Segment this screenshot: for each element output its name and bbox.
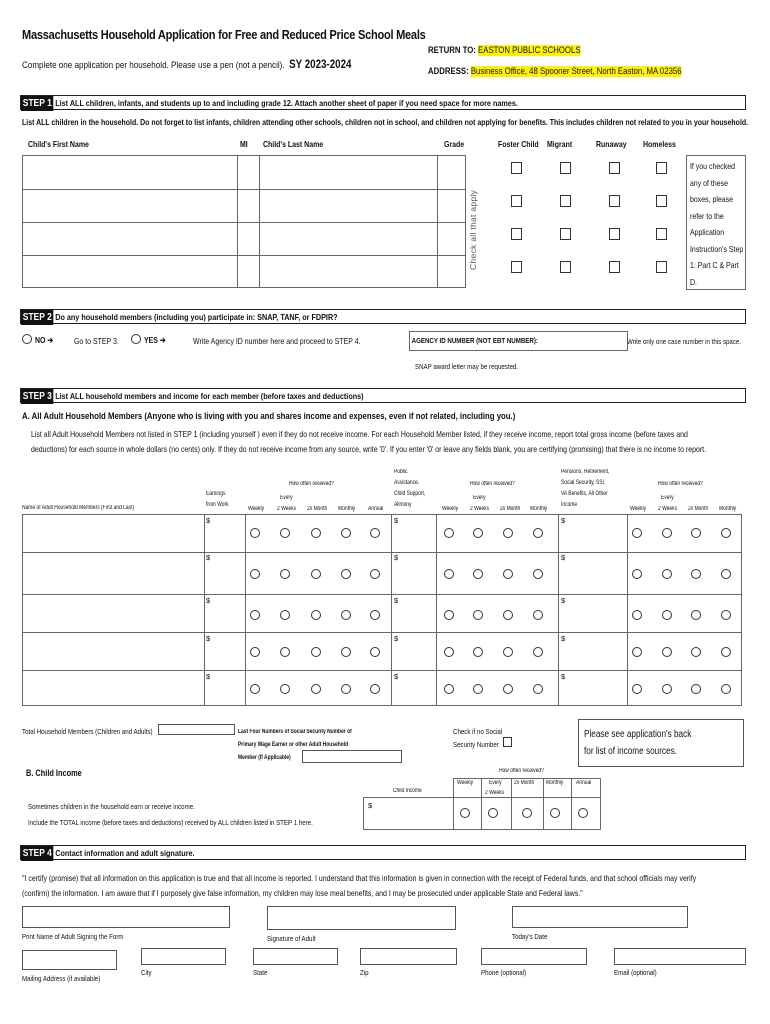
earnings-freq-radio[interactable] bbox=[341, 528, 351, 538]
freq2-2xmonth: 2x Month bbox=[500, 506, 521, 512]
migrant-checkbox-2[interactable] bbox=[560, 195, 571, 207]
assistance-freq-radio[interactable] bbox=[503, 528, 513, 538]
side-note-box bbox=[686, 155, 746, 290]
mailing-address-label: Mailing Address (if available) bbox=[22, 974, 101, 983]
assistance-freq-radio[interactable] bbox=[503, 610, 513, 620]
col-grade: Grade bbox=[444, 139, 465, 149]
pension-freq-radio[interactable] bbox=[721, 684, 731, 694]
step3-a-text2: deductions) for each source in whole dollars (no cents) only. If they do not receive income from any source, write '0'. If you enter '0' or leave any fields blank, you are certifying (promising) that there is no income to report. bbox=[31, 444, 707, 454]
address bbox=[428, 66, 682, 77]
earnings-freq-radio[interactable] bbox=[250, 528, 260, 538]
total-members-input[interactable] bbox=[158, 724, 235, 735]
dollar-sign: $ bbox=[206, 516, 211, 525]
step2-no-radio[interactable] bbox=[22, 334, 32, 344]
pension-line2: Social Security, SSI, bbox=[561, 480, 606, 486]
col-divider bbox=[481, 778, 482, 830]
step2-no-hint: Go to STEP 3. bbox=[74, 336, 119, 346]
child-income-table bbox=[363, 778, 601, 830]
step1-bar bbox=[20, 95, 746, 110]
form-subtitle bbox=[22, 59, 351, 71]
earnings-freq-radio[interactable] bbox=[250, 647, 260, 657]
child-income-text1: Sometimes children in the household earn or receive income. bbox=[28, 802, 195, 811]
col-pension bbox=[561, 467, 609, 511]
earnings-freq-radio[interactable] bbox=[341, 647, 351, 657]
check-all-text: Check all that apply bbox=[468, 189, 478, 270]
step3-number: STEP 3 bbox=[22, 391, 52, 402]
freq1-annual: Annual bbox=[368, 506, 384, 512]
assistance-freq-radio[interactable] bbox=[444, 684, 454, 694]
how-often-b: How often received? bbox=[499, 768, 544, 774]
dollar-sign: $ bbox=[561, 672, 566, 681]
pension-line4: Income bbox=[561, 502, 578, 508]
col-child-first: Child's First Name bbox=[28, 139, 89, 149]
assistance-freq-radio[interactable] bbox=[533, 528, 543, 538]
freq3-every: Every bbox=[661, 495, 674, 501]
freqb-weekly: Weekly bbox=[457, 780, 474, 786]
freqb-2weeks: 2 Weeks bbox=[485, 790, 505, 796]
col-divider bbox=[571, 778, 572, 830]
freqb-monthly: Monthly bbox=[546, 780, 564, 786]
col-mi: MI bbox=[240, 139, 248, 149]
earnings-line2: from Work bbox=[206, 502, 229, 508]
freq1-monthly: Monthly bbox=[338, 506, 356, 512]
freq2-2weeks: 2 Weeks bbox=[470, 506, 490, 512]
phone-label: Phone (optional) bbox=[481, 968, 527, 977]
col-divider bbox=[543, 778, 544, 830]
dollar-sign: $ bbox=[561, 596, 566, 605]
freq1-every: Every bbox=[280, 495, 293, 501]
step1-number: STEP 1 bbox=[22, 98, 52, 109]
assistance-freq-radio[interactable] bbox=[444, 569, 454, 579]
ssn-line2: Primary Wage Earner or other Adult Household bbox=[238, 742, 349, 748]
pension-freq-radio[interactable] bbox=[632, 610, 642, 620]
email-input[interactable] bbox=[614, 948, 746, 965]
no-ssn-line1: Check if no Social bbox=[453, 727, 503, 736]
earnings-freq-radio[interactable] bbox=[311, 569, 321, 579]
see-back-line2: for list of income sources. bbox=[584, 746, 677, 757]
assistance-freq-radio[interactable] bbox=[473, 569, 483, 579]
assistance-freq-radio[interactable] bbox=[473, 647, 483, 657]
col-runaway: Runaway bbox=[596, 139, 627, 149]
earnings-line1: Earnings bbox=[206, 491, 226, 497]
step4-bar bbox=[20, 845, 746, 860]
earnings-freq-radio[interactable] bbox=[280, 647, 290, 657]
col-migrant: Migrant bbox=[547, 139, 573, 149]
earnings-freq-radio[interactable] bbox=[250, 610, 260, 620]
col-divider bbox=[391, 515, 392, 705]
step2-bar bbox=[20, 309, 746, 324]
child1-first-input[interactable] bbox=[23, 156, 236, 188]
return-to bbox=[428, 45, 581, 56]
row-divider bbox=[23, 552, 741, 553]
dollar-sign: $ bbox=[206, 596, 211, 605]
freq3-2xmonth: 2x Month bbox=[688, 506, 709, 512]
foster-checkbox-2[interactable] bbox=[511, 195, 522, 207]
email-label: Email (optional) bbox=[614, 968, 657, 977]
step2-yes-radio[interactable] bbox=[131, 334, 141, 344]
see-back-line1: Please see application's back bbox=[584, 729, 692, 740]
runaway-checkbox-3[interactable] bbox=[609, 228, 620, 240]
zip-input[interactable] bbox=[360, 948, 457, 965]
child2-first-input[interactable] bbox=[23, 189, 236, 221]
arrow-right-icon: ➔ bbox=[159, 335, 166, 345]
side-note-text: If you checked any of these boxes, please refer to the Application Instruction's Step 1: Part C & Part D. bbox=[690, 161, 744, 287]
col-adult-name: Name of Adult Household Members (First and Last) bbox=[22, 505, 135, 511]
dollar-sign: $ bbox=[561, 634, 566, 643]
step2-number: STEP 2 bbox=[22, 312, 52, 323]
earnings-freq-radio[interactable] bbox=[280, 610, 290, 620]
freq2-weekly: Weekly bbox=[442, 506, 459, 512]
dollar-sign: $ bbox=[394, 634, 399, 643]
pension-freq-radio[interactable] bbox=[662, 647, 672, 657]
public-line4: Alimony bbox=[394, 502, 412, 508]
pension-freq-radio[interactable] bbox=[691, 684, 701, 694]
address-label: ADDRESS: bbox=[428, 66, 469, 77]
zip-label: Zip bbox=[360, 968, 369, 977]
earnings-freq-radio[interactable] bbox=[370, 528, 380, 538]
ssn-last4-input[interactable] bbox=[302, 750, 402, 763]
freq1-2xmonth: 2x Month bbox=[307, 506, 328, 512]
date-label: Today's Date bbox=[512, 932, 548, 941]
runaway-checkbox-4[interactable] bbox=[609, 261, 620, 273]
assistance-freq-radio[interactable] bbox=[444, 647, 454, 657]
pension-line1: Pensions, Retirement, bbox=[561, 469, 610, 475]
child-income-label: Child Income bbox=[393, 788, 422, 794]
yes-text: YES bbox=[144, 335, 158, 345]
step2-yes-label bbox=[144, 335, 166, 346]
pension-freq-radio[interactable] bbox=[632, 528, 642, 538]
col-public bbox=[394, 467, 425, 511]
see-back-box bbox=[578, 719, 744, 767]
earnings-freq-radio[interactable] bbox=[341, 569, 351, 579]
homeless-checkbox-1[interactable] bbox=[656, 162, 667, 174]
pension-freq-radio[interactable] bbox=[632, 569, 642, 579]
homeless-checkbox-4[interactable] bbox=[656, 261, 667, 273]
state-label: State bbox=[253, 968, 268, 977]
pension-freq-radio[interactable] bbox=[721, 647, 731, 657]
step3-title: List ALL household members and income for each member (before taxes and deductions) bbox=[55, 391, 364, 401]
pension-freq-radio[interactable] bbox=[691, 610, 701, 620]
check-all-label bbox=[468, 170, 488, 280]
public-line3: Child Support, bbox=[394, 491, 426, 497]
return-to-value: EASTON PUBLIC SCHOOLS bbox=[478, 45, 581, 56]
ssn-line3: Member (If Applicable) bbox=[238, 755, 291, 761]
step1-note: List ALL children in the household. Do not forget to list infants, children attending other schools, children not in school, and children not applying for benefits. This includes children not related to you in your household. bbox=[22, 117, 749, 127]
step4-number: STEP 4 bbox=[22, 848, 52, 859]
earnings-freq-radio[interactable] bbox=[311, 684, 321, 694]
agency-id-field[interactable] bbox=[409, 331, 628, 351]
homeless-checkbox-3[interactable] bbox=[656, 228, 667, 240]
case-note: Write only one case number in this space. bbox=[627, 337, 742, 346]
assistance-freq-radio[interactable] bbox=[503, 684, 513, 694]
assistance-freq-radio[interactable] bbox=[533, 569, 543, 579]
dollar-sign: $ bbox=[394, 672, 399, 681]
assistance-freq-radio[interactable] bbox=[473, 684, 483, 694]
col-child-last: Child's Last Name bbox=[263, 139, 324, 149]
dollar-sign: $ bbox=[561, 516, 566, 525]
col-homeless: Homeless bbox=[643, 139, 676, 149]
foster-checkbox-4[interactable] bbox=[511, 261, 522, 273]
migrant-checkbox-3[interactable] bbox=[560, 228, 571, 240]
dollar-sign: $ bbox=[206, 672, 211, 681]
pension-freq-radio[interactable] bbox=[632, 647, 642, 657]
pension-freq-radio[interactable] bbox=[691, 647, 701, 657]
child-income-freq-radio[interactable] bbox=[550, 808, 560, 818]
child-income-freq-radio[interactable] bbox=[522, 808, 532, 818]
earnings-freq-radio[interactable] bbox=[250, 684, 260, 694]
freq3-monthly: Monthly bbox=[719, 506, 737, 512]
pension-freq-radio[interactable] bbox=[632, 684, 642, 694]
col-divider bbox=[245, 515, 246, 705]
col-foster: Foster Child bbox=[498, 139, 539, 149]
col-divider bbox=[204, 515, 205, 705]
freq1-2weeks: 2 Weeks bbox=[277, 506, 297, 512]
no-ssn-checkbox[interactable] bbox=[503, 737, 512, 747]
address-value: Business Office, 48 Spooner Street, North Easton, MA 02356 bbox=[470, 66, 682, 77]
runaway-checkbox-1[interactable] bbox=[609, 162, 620, 174]
row-divider bbox=[23, 594, 741, 595]
assistance-freq-radio[interactable] bbox=[444, 610, 454, 620]
pension-freq-radio[interactable] bbox=[721, 569, 731, 579]
pension-freq-radio[interactable] bbox=[662, 610, 672, 620]
freqb-2xmonth: 2x Month bbox=[514, 780, 535, 786]
subtitle-text: Complete one application per household. Please use a pen (not a pencil). bbox=[22, 60, 285, 71]
pension-freq-radio[interactable] bbox=[721, 528, 731, 538]
assistance-freq-radio[interactable] bbox=[444, 528, 454, 538]
assistance-freq-radio[interactable] bbox=[533, 610, 543, 620]
step2-no-label bbox=[35, 335, 53, 346]
print-name-input[interactable] bbox=[22, 906, 230, 928]
assistance-freq-radio[interactable] bbox=[473, 528, 483, 538]
earnings-freq-radio[interactable] bbox=[370, 569, 380, 579]
print-name-label: Print Name of Adult Signing the Form bbox=[22, 932, 124, 941]
step2-yes-hint: Write Agency ID number here and proceed to STEP 4. bbox=[193, 336, 361, 346]
child-income-text2: Include the TOTAL income (before taxes and deductions) received by ALL children listed in STEP 1 here. bbox=[28, 818, 313, 827]
assistance-freq-radio[interactable] bbox=[503, 569, 513, 579]
freq2-every: Every bbox=[473, 495, 486, 501]
earnings-freq-radio[interactable] bbox=[370, 647, 380, 657]
form-title: Massachusetts Household Application for Free and Reduced Price School Meals bbox=[22, 27, 426, 42]
child-income-freq-radio[interactable] bbox=[460, 808, 470, 818]
freq3-weekly: Weekly bbox=[630, 506, 647, 512]
freqb-every: Every bbox=[489, 780, 502, 786]
foster-checkbox-1[interactable] bbox=[511, 162, 522, 174]
dollar-sign: $ bbox=[394, 596, 399, 605]
school-year: SY 2023-2024 bbox=[289, 59, 352, 71]
foster-checkbox-3[interactable] bbox=[511, 228, 522, 240]
freq2-monthly: Monthly bbox=[530, 506, 548, 512]
total-members-label: Total Household Members (Children and Adults) bbox=[22, 727, 153, 736]
dollar-sign: $ bbox=[561, 553, 566, 562]
freq1-weekly: Weekly bbox=[248, 506, 265, 512]
pension-freq-radio[interactable] bbox=[691, 528, 701, 538]
no-ssn-label bbox=[453, 725, 502, 751]
return-to-label: RETURN TO: bbox=[428, 45, 476, 56]
earnings-freq-radio[interactable] bbox=[311, 647, 321, 657]
pension-freq-radio[interactable] bbox=[662, 569, 672, 579]
col-earnings bbox=[206, 491, 229, 508]
earnings-freq-radio[interactable] bbox=[370, 610, 380, 620]
date-input[interactable] bbox=[512, 906, 688, 928]
step3-a-text1: List all Adult Household Members not listed in STEP 1 (including yourself ) even if they do not receive income. For each Household Member listed, if they receive income, report total gross income (before taxes and bbox=[31, 429, 688, 439]
col-divider bbox=[453, 797, 454, 830]
earnings-freq-radio[interactable] bbox=[250, 569, 260, 579]
signature-label: Signature of Adult bbox=[267, 934, 316, 943]
state-input[interactable] bbox=[253, 948, 338, 965]
mailing-address-input[interactable] bbox=[22, 950, 117, 970]
step2-title: Do any household members (including you) participate in: SNAP, TANF, or FDPIR? bbox=[55, 312, 338, 322]
freqb-annual: Annual bbox=[576, 780, 592, 786]
earnings-freq-radio[interactable] bbox=[311, 528, 321, 538]
snap-note: SNAP award letter may be requested. bbox=[415, 362, 519, 371]
earnings-freq-radio[interactable] bbox=[280, 528, 290, 538]
pension-freq-radio[interactable] bbox=[691, 569, 701, 579]
child-income-title: B. Child Income bbox=[26, 768, 82, 778]
certification-line1: "I certify (promise) that all information on this application is true and that all income is reported. I understand that this information is given in connection with the receipt of Federal funds, and that school officials may verify bbox=[22, 873, 697, 883]
dollar-sign: $ bbox=[394, 516, 399, 525]
dollar-sign: $ bbox=[368, 801, 373, 810]
row-divider bbox=[23, 670, 741, 671]
migrant-checkbox-4[interactable] bbox=[560, 261, 571, 273]
child-income-row bbox=[363, 797, 601, 830]
how-often-1: How often received? bbox=[289, 481, 334, 487]
pension-line3: VA Benefits, All Other bbox=[561, 491, 608, 497]
assistance-freq-radio[interactable] bbox=[473, 610, 483, 620]
freq3-2weeks: 2 Weeks bbox=[658, 506, 678, 512]
pension-freq-radio[interactable] bbox=[662, 528, 672, 538]
earnings-freq-radio[interactable] bbox=[280, 684, 290, 694]
child4-first-input[interactable] bbox=[23, 255, 236, 287]
city-input[interactable] bbox=[141, 948, 226, 965]
earnings-freq-radio[interactable] bbox=[311, 610, 321, 620]
how-often-2: How often received? bbox=[470, 481, 515, 487]
col-divider bbox=[558, 515, 559, 705]
arrow-right-icon: ➔ bbox=[47, 335, 54, 345]
pension-freq-radio[interactable] bbox=[662, 684, 672, 694]
row-divider bbox=[23, 632, 741, 633]
agency-id-label: AGENCY ID NUMBER (NOT EBT NUMBER): bbox=[411, 336, 538, 345]
col-divider bbox=[436, 515, 437, 705]
ssn-line1: Last Four Numbers of Social Security Number of bbox=[238, 729, 352, 735]
earnings-freq-radio[interactable] bbox=[370, 684, 380, 694]
runaway-checkbox-2[interactable] bbox=[609, 195, 620, 207]
earnings-freq-radio[interactable] bbox=[341, 610, 351, 620]
city-label: City bbox=[141, 968, 152, 977]
assistance-freq-radio[interactable] bbox=[533, 647, 543, 657]
homeless-checkbox-2[interactable] bbox=[656, 195, 667, 207]
dollar-sign: $ bbox=[206, 634, 211, 643]
public-line1: Public bbox=[394, 469, 408, 475]
no-text: NO bbox=[35, 335, 46, 345]
col-divider bbox=[627, 515, 628, 705]
child-income-freq-radio[interactable] bbox=[488, 808, 498, 818]
public-line2: Assistance, bbox=[394, 480, 420, 486]
earnings-freq-radio[interactable] bbox=[280, 569, 290, 579]
step1-title: List ALL children, infants, and students up to and including grade 12. Attach another sheet of paper if you need space for more names. bbox=[55, 98, 518, 108]
no-ssn-line2: Security Number bbox=[453, 740, 499, 749]
migrant-checkbox-1[interactable] bbox=[560, 162, 571, 174]
step4-title: Contact information and adult signature. bbox=[55, 848, 195, 858]
child3-first-input[interactable] bbox=[23, 222, 236, 254]
earnings-freq-radio[interactable] bbox=[341, 684, 351, 694]
assistance-freq-radio[interactable] bbox=[533, 684, 543, 694]
child-income-freq-radio[interactable] bbox=[578, 808, 588, 818]
dollar-sign: $ bbox=[394, 553, 399, 562]
dollar-sign: $ bbox=[206, 553, 211, 562]
signature-input[interactable] bbox=[267, 906, 456, 930]
pension-freq-radio[interactable] bbox=[721, 610, 731, 620]
step3-a-title: A. All Adult Household Members (Anyone who is living with you and shares income and expenses, even if not related, including you.) bbox=[22, 411, 516, 422]
assistance-freq-radio[interactable] bbox=[503, 647, 513, 657]
col-divider bbox=[511, 778, 512, 830]
step3-bar bbox=[20, 388, 746, 403]
how-often-3: How often received? bbox=[658, 481, 703, 487]
certification-line2: (confirm) the information. I am aware that if I purposely give false information, my children may lose meal benefits, and I may be prosecuted under applicable State and Federal laws." bbox=[22, 888, 583, 898]
phone-input[interactable] bbox=[481, 948, 587, 965]
